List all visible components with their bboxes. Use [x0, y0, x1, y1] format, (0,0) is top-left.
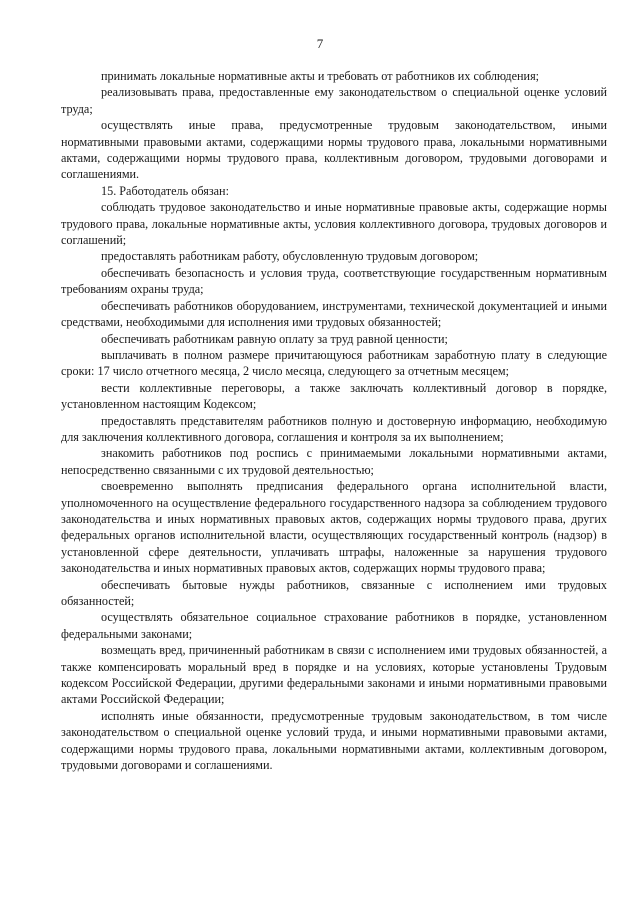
section-heading: 15. Работодатель обязан: [101, 183, 229, 198]
paragraph: обеспечивать работникам равную оплату за труд равной ценности; [101, 331, 448, 346]
paragraph: обеспечивать работников оборудованием, инструментами, технической документацией и иными средствами, необходимыми для исполнения ими трудовых обязанностей; [61, 298, 607, 330]
paragraph: вести коллективные переговоры, а также заключать коллективный договор в порядке, установленном настоящим Кодексом; [61, 380, 607, 412]
paragraph: принимать локальные нормативные акты и требовать от работников их соблюдения; [101, 69, 540, 83]
paragraph: осуществлять иные права, предусмотренные трудовым законодательством, иными нормативными правовыми актами, содержащими нормы трудового права, локальными нормативными актами, содержащими нормы трудового права, коллективным договором, трудовыми договорами и соглашениями. [61, 118, 607, 182]
paragraph: своевременно выполнять предписания федерального органа исполнительной власти, уполномоченного на осуществление федерального государственного надзора за соблюдением трудового законодательства и иных нормативных правовых актов, содержащих нормы трудового права, других федеральных органов исполнительной власти, осуществляющих государственный контроль (надзор) в установленной сфере деятельности, уплачивать штрафы, наложенные за нарушения трудового законодательства и иных нормативных правовых актов, содержащих нормы трудового права; [61, 479, 607, 576]
paragraph: обеспечивать безопасность и условия труда, соответствующие государственным нормативным требованиям охраны труда; [61, 265, 607, 297]
paragraph: осуществлять обязательное социальное страхование работников в порядке, установленном федеральными законами; [61, 610, 607, 641]
document-body [61, 68, 607, 773]
page-number: 7 [316, 36, 324, 51]
paragraph: предоставлять представителям работников полную и достоверную информацию, необходимую для заключения коллективного договора, соглашения и контроля за их выполнением; [61, 413, 607, 444]
paragraph: соблюдать трудовое законодательство и иные нормативные правовые акты, содержащие нормы трудового права, локальные нормативные акты, условия коллективного договора, трудовых договоров и соглашений; [61, 200, 607, 248]
paragraph: обеспечивать бытовые нужды работников, связанные с исполнением ими трудовых обязанностей; [61, 577, 607, 608]
paragraph: выплачивать в полном размере причитающуюся работникам заработную плату в следующие сроки: 17 число отчетного месяца, 2 число месяца, следующего за отчетным месяцем; [61, 347, 607, 379]
paragraph: исполнять иные обязанности, предусмотренные трудовым законодательством, в том числе законодательством о специальной оценке условий труда, и иными нормативными правовыми актами, содержащими нормы трудового права, локальными нормативными актами, коллективным договором, трудовыми договорами и соглашениями. [61, 708, 607, 773]
paragraph: знакомить работников под роспись с принимаемыми локальными нормативными актами, непосредственно связанными с их трудовой деятельностью; [61, 446, 607, 477]
paragraph: реализовывать права, предоставленные ему законодательством о специальной оценке условий труда; [61, 85, 607, 116]
paragraph: предоставлять работникам работу, обусловленную трудовым договором; [101, 249, 479, 264]
paragraph: возмещать вред, причиненный работникам в связи с исполнением ими трудовых обязанностей, а также компенсировать моральный вред в порядке и на условиях, которые установлены Трудовым кодексом Российской Федерации, другими федеральными законами и иными нормативными правовыми актами Российской Федерации; [61, 643, 607, 707]
